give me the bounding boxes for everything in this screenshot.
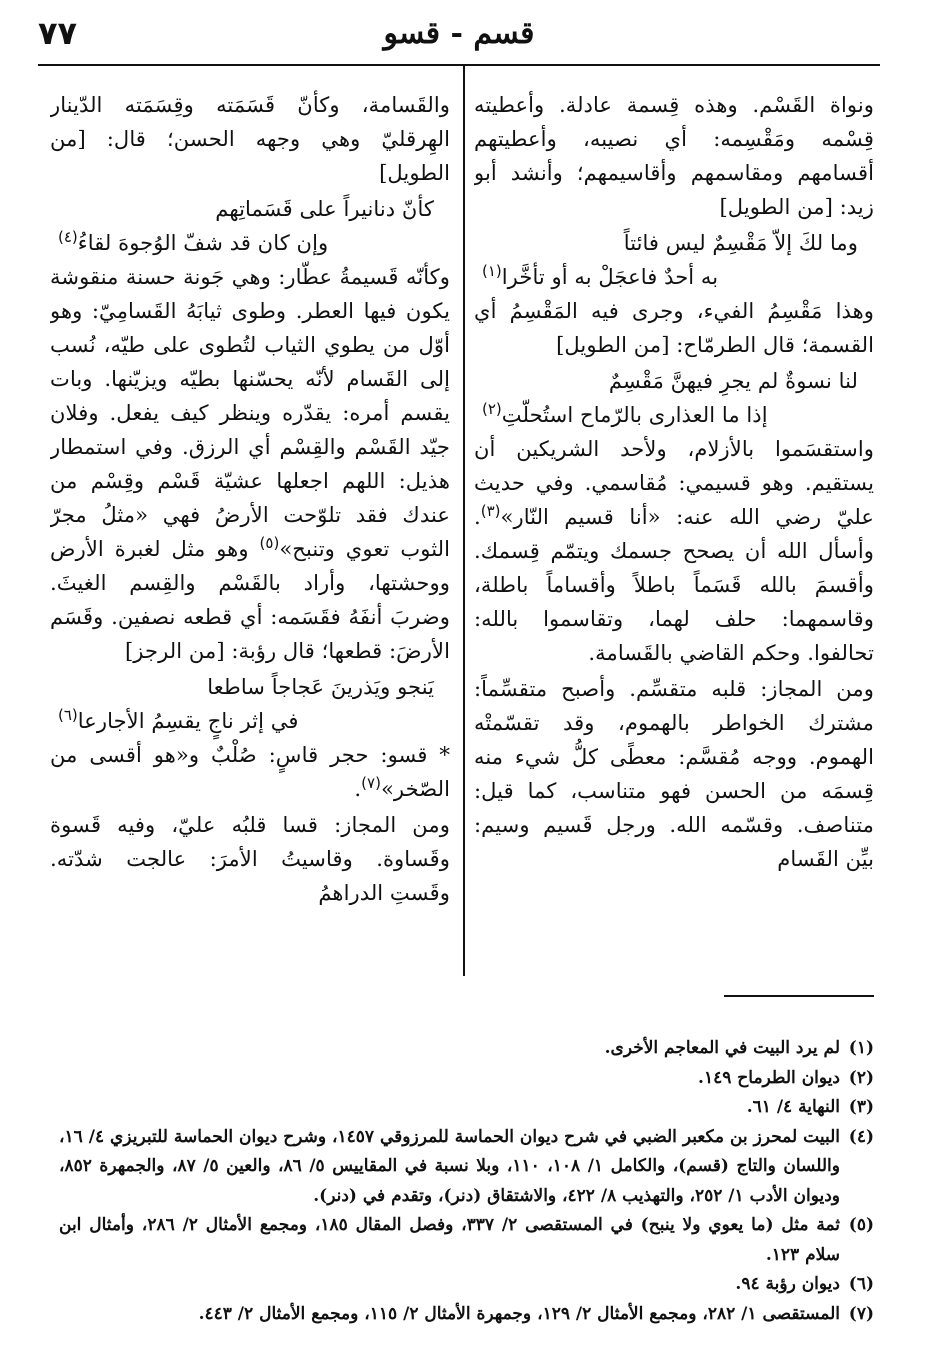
footnote-ref[interactable]: (٣) <box>480 501 501 520</box>
footnote-number: (٢) <box>848 1067 874 1088</box>
entry-paragraph <box>50 260 450 668</box>
footnote-ref[interactable]: (٢) <box>482 399 502 418</box>
footnote <box>59 1123 874 1212</box>
verse <box>474 226 874 294</box>
footnote-number: (٤) <box>848 1126 874 1147</box>
footnote-ref[interactable]: (٥) <box>259 533 280 552</box>
footnote-number: (١) <box>848 1038 874 1058</box>
footnote <box>59 1211 874 1270</box>
verse-text: وإن كان قد شفّ الوُجوهَ لقاءُ <box>77 230 329 255</box>
footnote-ref[interactable]: (٤) <box>58 227 78 246</box>
verse-hemistich: يَنجو ويَذرينَ عَجاجاً ساطعا <box>207 674 434 699</box>
footnote <box>59 1064 874 1094</box>
verse <box>50 670 450 738</box>
footnote <box>59 1300 874 1330</box>
verse <box>474 364 874 432</box>
entry-paragraph: ومن المجاز: قسا قلبُه عليّ، وفيه قَسوة وقَساوة. وقاسيتُ الأمرَ: عالجت شدّته. وقَستِ الدراهمُ <box>50 812 450 905</box>
verse-hemistich: كأنّ دنانيراً على قَسَماتِهم <box>215 196 434 221</box>
footnote-text: ديوان الطرماح ١٤٩. <box>698 1067 840 1088</box>
footnote <box>59 1034 874 1064</box>
right-column <box>474 88 874 976</box>
footnote-text: البيت لمحرز بن مكعبر الضبي في شرح ديوان الحماسة للمرزوقي ١٤٥٧، وشرح ديوان الحماسة للتبريزي ٤/ ١٦، واللسان والتاج (قسم)، والكامل ١/ ١٠٨، ١١٠، وبلا نسبة في المقاييس ٥/ ٨٦، والعين ٥/ ٨٧، والجمهرة ٨٥٢، وديوان الأدب ١/ ٢٥٢، والتهذيب ٨/ ٤٢٢، والاشتقاق (دنر)، وتقدم في (دنر). <box>59 1126 840 1206</box>
footnote-number: (٧) <box>848 1303 874 1324</box>
header-rule <box>38 64 880 66</box>
verse <box>50 192 450 260</box>
footnote-rule <box>724 995 874 997</box>
column-divider <box>463 64 465 976</box>
entry-paragraph: والقَسامة، وكأنّ قَسَمَته وقِسَمَته الدّينار الهِرقليّ وهي وجهه الحسن؛ قال: [من الطويل] <box>50 92 450 185</box>
left-column <box>50 88 450 976</box>
entry-paragraph: وهذا مَقْسِمُ الفيء، وجرى فيه المَقْسِمُ أي القسمة؛ قال الطرمّاح: [من الطويل] <box>474 298 874 357</box>
footnote-ref[interactable]: (٦) <box>58 705 78 724</box>
footnote-text: النهاية ٤/ ٦١. <box>746 1097 840 1117</box>
footnotes <box>59 1034 874 1329</box>
entry-paragraph: ومن المجاز: قلبه متقسِّم. وأصبح متقسِّماً: مشترك الخواطر بالهموم، وقد تقسّمتْه الهموم. ووجه مُقسَّم: معطًى كلُّ شيء منه قِسمَه من الحسن فهو متناسب، كما قيل: متناصف. وقسّمه الله. ورجل قَسيم وسيم: بيِّن القَسام <box>474 676 874 871</box>
verse-hemistich: وما لكَ إلاّ مَقْسِمٌ ليس فائتاً <box>623 230 858 255</box>
paragraph-text: وهو مثل لغبرة الأرض ووحشتها، وأراد بالقَسْم والقِسم الغيثَ. وضربَ أنفَهُ فقَسَمه: أي قطعه نصفين. وقَسَم الأرضَ: قطعها؛ قال رؤبة: [من الرجز] <box>50 536 450 663</box>
paragraph-text: . وأسأل الله أن يصحح جسمك ويتمّم قِسمك. وأقسمَ بالله قَسَماً باطلاً وأقساماً باطلة، وقاسمهما: حلف لهما، وتقاسموا بالله: تحالفوا. وحكم القاضي بالقَسامة. <box>474 504 874 665</box>
footnote-text: لم يرد البيت في المعاجم الأخرى. <box>604 1038 840 1058</box>
footnote-ref[interactable]: (١) <box>482 261 502 280</box>
footnote <box>59 1093 874 1123</box>
footnote-text: المستقصى ١/ ٢٨٢، ومجمع الأمثال ٢/ ١٢٩، وجمهرة الأمثال ٢/ ١١٥، ومجمع الأمثال ٢/ ٤٤٣. <box>198 1303 840 1324</box>
verse-hemistich <box>474 398 874 432</box>
paragraph-text: واستقسَموا بالأزلام، ولأحد الشريكين أن يستقيم. وهو قسيمي: مُقاسمي. وفي حديث عليّ رضي الله عنه: «أنا قسيم النّار» <box>474 436 874 529</box>
page-header <box>38 14 880 64</box>
footnote-number: (٣) <box>848 1097 874 1117</box>
verse-text: به أحدٌ فاعجَلْ به أو تأخَّرا <box>501 264 719 289</box>
footnote <box>59 1270 874 1300</box>
page-number: ٧٧ <box>38 14 78 52</box>
paragraph-text: وكأنّه قَسيمةُ عطّار: وهي جَونة حسنة منقوشة يكون فيها العطر. وطوى ثيابَهُ القَسامِيّ: وهو أوّل من يطوي الثياب لتُطوى على طيّه، نُسب إلى القَسام لأنّه يحسّنها بطيّه ويزيّنها. وبات يقسم أمره: يقدّره وينظر كيف يفعل. وفلان جيّد القَسْم والقِسْم أي الرزق. وفي استمطار هذيل: اللهم اجعلها عشيّة قَسْم وقِسْم من عندك فقد تلوّحت الأرضُ فهي «مثلُ مجرّ الثوب تعوي وتنبح» <box>50 264 450 561</box>
footnote-text: ثمة مثل (ما يعوي ولا ينبح) في المستقصى ٢/ ٣٣٧، وفصل المقال ١٨٥، ومجمع الأمثال ٢/ ٢٨٦، وأمثال ابن سلام ١٢٣. <box>59 1215 841 1265</box>
entry-paragraph <box>474 432 874 670</box>
verse-hemistich: لنا نسوةٌ لم يجرِ فيهنَّ مَقْسِمٌ <box>608 368 858 393</box>
paragraph-text: . <box>354 776 362 801</box>
footnote-number: (٥) <box>848 1215 874 1235</box>
running-head: قسم - قسو <box>383 16 535 51</box>
verse-hemistich <box>474 260 874 294</box>
verse-hemistich <box>50 226 450 260</box>
verse-hemistich <box>50 704 450 738</box>
verse-text: في إثر ناجٍ يقسِمُ الأجارعا <box>77 708 299 733</box>
entry-paragraph <box>50 738 450 806</box>
footnote-number: (٦) <box>848 1274 874 1294</box>
verse-text: إذا ما العذارى بالرّماح استُحلّتِ <box>501 402 768 427</box>
footnote-ref[interactable]: (٧) <box>361 773 381 792</box>
footnote-text: ديوان رؤبة ٩٤. <box>735 1274 840 1294</box>
paragraph-text: * قسو: حجر قاسٍ: صُلْبٌ و«هو أقسى من الصّخر» <box>50 742 450 801</box>
entry-paragraph: ونواة القَسْم. وهذه قِسمة عادلة. وأعطيته قِسْمه ومَقْسِمه: أي نصيبه، وأعطيتهم أقسامهم ومقاسمهم وأقاسيمهم؛ وأنشد أبو زيد: [من الطويل] <box>474 92 874 219</box>
